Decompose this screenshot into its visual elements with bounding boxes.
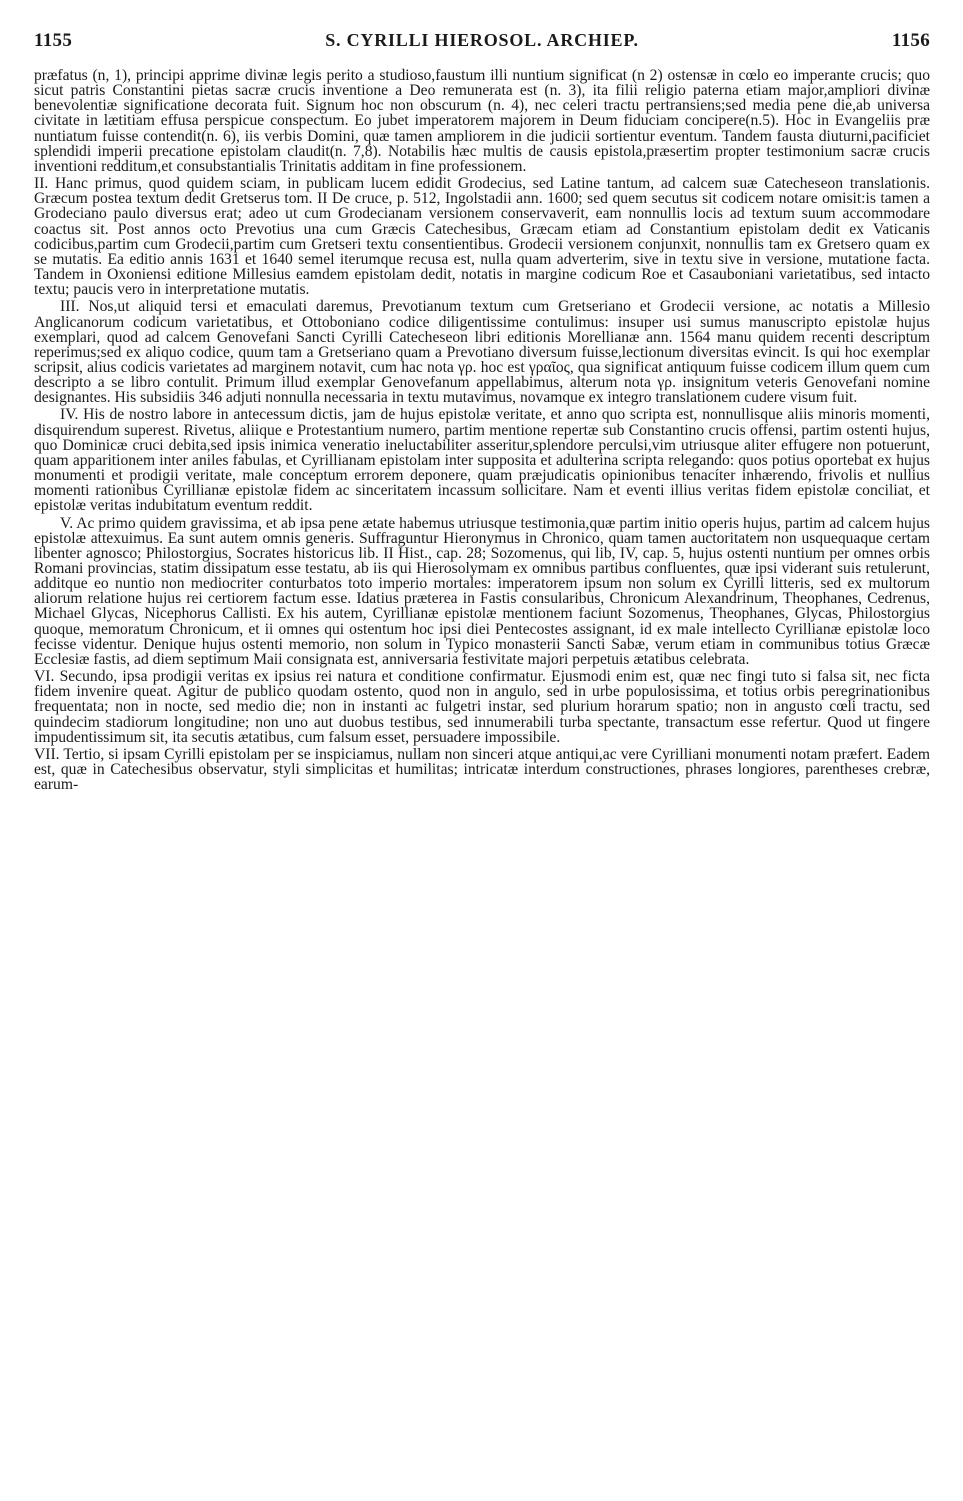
body-text — [34, 68, 930, 792]
paragraph-iv: IV. His de nostro labore in antecessum dictis, jam de hujus epistolæ veritate, et anno quo scripta est, nonnullisque aliis minoris momenti, disquirendum superest. Rivetus, aliique e Protestantium numero, partim mentione repertæ sub Constantino crucis offensi, partim ostenti hujus, quo Dominicæ cruci debita,sed ipsis inimica veneratio ineluctabiliter asseritur,splendore perculsi,vim utriusque aliter effugere non potuerunt, quam apparitionem inter aniles fabulas, et Cyrillianam epistolam inter supposita et adulterina scripta relegando: quos potius oportebat ex hujus monumenti et prodigii veritate, male conceptum errorem deponere, quam præjudicatis opinionibus tenacíter inhærendo, frivolis et nullius momenti rationibus Cyrillianæ epistolæ fidem ac sinceritatem incassum sollicitare. Nam et eventi illius veritas fidem epistolæ conciliat, et epistolæ veritas indubitatum eventum reddit. — [34, 406, 930, 515]
running-header — [34, 30, 930, 68]
paragraph-vi: VI. Secundo, ipsa prodigii veritas ex ipsius rei natura et conditione confirmatur. Ejusmodi enim est, quæ nec fingi tuto si falsa sit, nec ficta fidem invenire queat. Agitur de publico quodam ostento, quod non in angulo, sed in urbe populosissima, et totius orbis peregrinationibus frequentata; non in nocte, sed medio die; non in instanti ac fulgetri instar, sed plurium horarum spatio; non in angusto cœli tractu, sed quindecim stadiorum longitudine; non uno aut duobus testibus, sed innumerabili turba spectante, transactum esse refertur. Quod ut fingere impudentissimum sit, ita secutis ætatibus, cum falsum esset, persuadere impossibile. — [34, 668, 930, 746]
running-title: S. CYRILLI HIEROSOL. ARCHIEP. — [325, 30, 639, 50]
paragraph-ii: II. Hanc primus, quod quidem sciam, in publicam lucem edidit Grodecius, sed Latine tantum, ad calcem suæ Catecheseon translationis. Græcum postea textum dedit Gretserus tom. II De cruce, p. 512, Ingolstadii ann. 1600; sed quem secutus sit codicem notare omisit:is tamen a Grodeciano paulo diversus erat; adeo ut cum Grodecianam versionem conservaverit, eam nonnullis locis ad textum suum accommodare coactus sit. Post annos octo Prevotius una cum Græcis Catechesibus, Græcam etiam ad Constantium epistolam dedit ex Vaticanis codicibus,partim cum Grodecii,partim cum Gretseri textu consentientibus. Grodecii versionem conjunxit, nonnullis tam ex Gretsero quam ex se mutatis. Ea editio annis 1631 et 1640 semel iterumque recusa est, nulla quam adverterim, sive in textu sive in versione, mutatione facta. Tandem in Oxoniensi editione Millesius eamdem epistolam dedit, notatis in margine codicum Roe et Casauboniani varietatibus, sed intacto textu; paucis vero in interpretatione mutatis. — [34, 175, 930, 299]
paragraph-intro: præfatus (n, 1), principi apprime divinæ legis perito a studioso,faustum illi nuntium significat (n 2) ostensæ in cœlo eo imperante crucis; quo sicut patris Constantini pietas sacræ crucis inventione a Deo remunerata est (n. 3), ita filii religio paterna etiam major,ampliori divinæ benevolentiæ significatione decorata fuit. Signum hoc non obscurum (n. 4), nec celeri tractu pertransiens;sed media pene die,ab universa civitate in lætitiam effusa perspicue conspectum. Eo jubet imperatorem majorem in Deum fiduciam concipere(n.5). Hoc in Evangeliis præ nuntiatum fuisse contendit(n. 6), iis verbis Domini, quæ tamen ampliorem in die judicii sortientur eventum. Tandem fausta diuturni,pacificiet splendidi imperii precatione epistolam claudit(n. 7,8). Notabilis hæc multis de causis epistola,præsertim propter testimonium sacræ crucis inventioni redditum,et consubstantialis Trinitatis additam in fine professionem. — [34, 67, 930, 175]
paragraph-vii: VII. Tertio, si ipsam Cyrilli epistolam per se inspiciamus, nullam non sinceri atque antiqui,ac vere Cyrilliani monumenti notam præfert. Eadem est, quæ in Catechesibus observatur, styli simplicitas et humilitas; intricatæ interdum constructiones, phrases longiores, parentheses crebræ, earum- — [34, 745, 930, 794]
page-number-left: 1155 — [34, 30, 73, 51]
page-number-right: 1156 — [891, 30, 930, 51]
page — [34, 30, 930, 792]
paragraph-iii: III. Nos,ut aliquid tersi et emaculati daremus, Prevotianum textum cum Gretseriano et Grodecii versione, ac notatis a Millesio Anglicanorum codicum varietatibus, et Ottoboniano codice diligentissime contulimus: insuper usi sumus manuscripto epistolæ hujus exemplari, quod ad calcem Genovefani Sancti Cyrilli Catecheseon libri editionis Morellianæ ann. 1564 manu quidem recenti descriptum reperimus;sed ex aliquo codice, quum tam a Gretseriano quam a Prevotiano diversum fuisse,lectionum diversitas evincit. Is qui hoc exemplar scripsit, alius codicis varietates ad marginem notavit, cum hac nota γρ. hoc est γραῖος, qua significat antiquum fuisse codicem illum quem cum descripto a se libro contulit. Primum illud exemplar Genovefanum appellabimus, alterum nota γρ. insignitum veteris Genovefani nomine designantes. His subsidiis 346 adjuti nonnulla necessaria in textu mutavimus, novamque ex integro translationem cudere visum fuit. — [34, 298, 930, 407]
paragraph-v: V. Ac primo quidem gravissima, et ab ipsa pene ætate habemus utriusque testimonia,quæ partim initio operis hujus, partim ad calcem hujus epistolæ attexuimus. Ea sunt autem omnis generis. Suffraguntur Hieronymus in Chronico, quam tamen auctoritatem non usquequaque certam libenter agnosco; Philostorgius, Socrates historicus lib. II Hist., cap. 28; Sozomenus, qui lib, IV, cap. 5, hujus ostenti nuntium per omnes orbis Romani provincias, statim dissipatum esse testatu, ab iis qui Hierosolymam ex omnibus partibus confluentes, quæ ipsi viderant suis retulerunt, additque eo nuntio non mediocriter conturbatos toto imperio mortales: imperatorem ipsum non solum ex Cyrilli litteris, sed ex multorum aliorum relatione hujus rei certiorem factum esse. Idatius præterea in Fastis consularibus, Chronicum Alexandrinum, Theophanes, Cedrenus, Michael Glycas, Nicephorus Callisti. Ex his autem, Cyrillianæ epistolæ mentionem faciunt Sozomenus, Theophanes, Glycas, Philostorgius quoque, memoratum Chronicum, et ii omnes qui ostentum hoc ipsi diei Pentecostes assignant, id ex male intellecto Cyrillianæ epistolæ loco fecisse videntur. Denique hujus ostenti memorio, non solum in Typico monasterii Sancti Sabæ, verum etiam in communibus totius Græcæ Ecclesiæ fastis, ad diem septimum Maii consignata est, anniversaria festivitate majori perpetuis ætatibus celebrata. — [34, 514, 930, 668]
